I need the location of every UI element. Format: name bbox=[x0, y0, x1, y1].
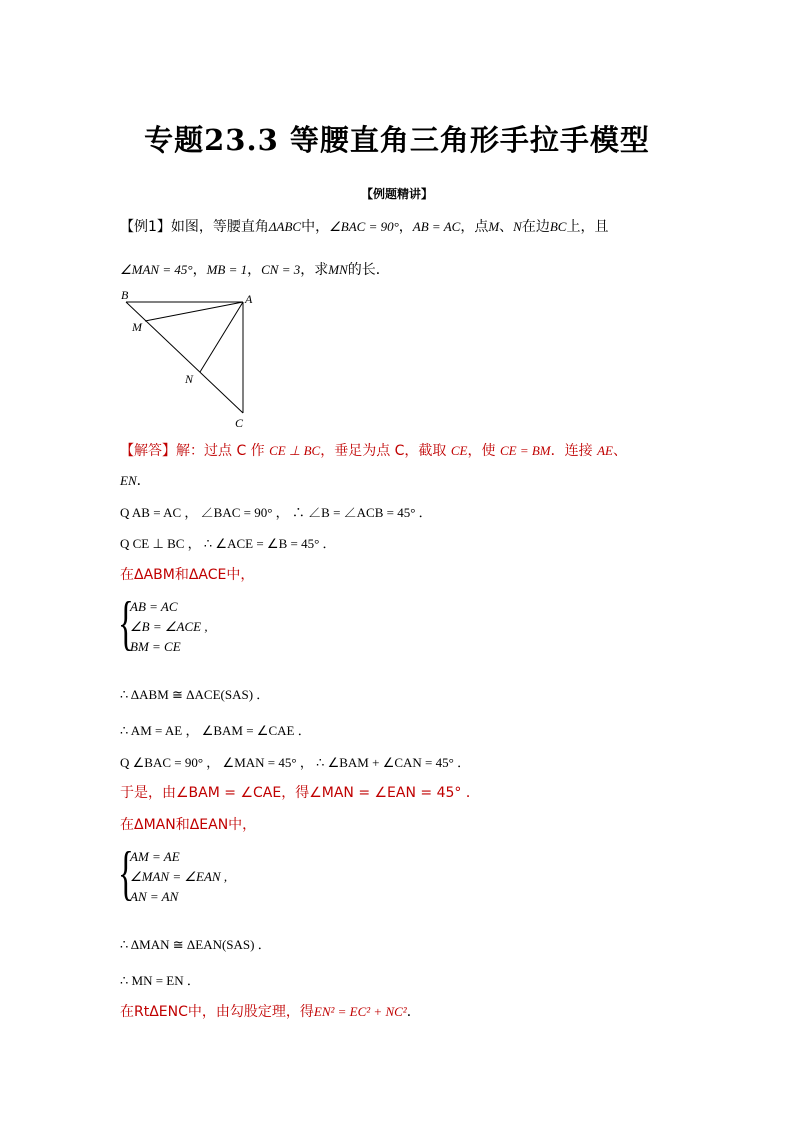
solution-line-6: ∴ ΔABM ≅ ΔACE(SAS) ． bbox=[120, 687, 270, 702]
system-row: AB = AC bbox=[130, 599, 178, 614]
problem-text: 、 bbox=[499, 219, 514, 235]
problem-text: ，点 bbox=[460, 219, 489, 235]
triangle-figure bbox=[110, 285, 270, 433]
solution-line-5: 在ΔABM和ΔACE中， bbox=[120, 567, 255, 583]
solution-text: 、 bbox=[612, 443, 627, 459]
solution-line-3: Q AB = AC ， ∠BAC = 90° ， ∴ ∠B = ∠ACB = 45° ． bbox=[120, 505, 432, 520]
math-ce: CE bbox=[450, 443, 468, 458]
math-ce-bm: CE = BM bbox=[499, 443, 551, 458]
solution-text: ． bbox=[406, 1004, 421, 1020]
solution-text: ． bbox=[136, 473, 151, 489]
equation-system-1 bbox=[130, 597, 208, 657]
problem-text: 的长． bbox=[347, 262, 390, 278]
section-heading: 【例题精讲】 bbox=[360, 187, 433, 201]
solution-text: ，垂足为点 C，截取 bbox=[320, 443, 451, 459]
label-n: N bbox=[185, 372, 194, 386]
problem-text: ，求 bbox=[300, 262, 329, 278]
problem-text: ， bbox=[247, 262, 262, 278]
solution-text: 在RtΔENC中，由勾股定理，得 bbox=[120, 1004, 314, 1020]
system-row: AM = AE bbox=[130, 849, 180, 864]
math-ab-ac: AB = AC bbox=[412, 219, 461, 234]
left-brace-2: { bbox=[118, 840, 134, 906]
math-cn: CN = 3 bbox=[261, 262, 301, 277]
math-mn: MN bbox=[328, 262, 348, 277]
solution-line-11: ∴ ΔMAN ≅ ΔEAN(SAS) ． bbox=[120, 937, 271, 952]
system-row: AN = AN bbox=[130, 889, 179, 904]
solution-text: ，使 bbox=[467, 443, 500, 459]
solution-line-1 bbox=[120, 440, 627, 460]
segment-bc bbox=[126, 302, 243, 413]
solution-text: ．连接 bbox=[550, 443, 598, 459]
problem-text: ， bbox=[398, 219, 413, 235]
left-brace-1: { bbox=[118, 590, 134, 656]
math-en: EN bbox=[120, 473, 137, 488]
page-title: 专题23.3 等腰直角三角形手拉手模型 bbox=[144, 123, 650, 157]
problem-text: 上，且 bbox=[566, 219, 609, 235]
solution-line-4: Q CE ⊥ BC ， ∴ ∠ACE = ∠B = 45° ． bbox=[120, 536, 336, 551]
solution-line-2 bbox=[120, 470, 151, 490]
math-n: N bbox=[513, 219, 522, 234]
math-ae: AE bbox=[597, 443, 613, 458]
solution-line-8: Q ∠BAC = 90° ， ∠MAN = 45° ， ∴ ∠BAM + ∠CAN = 45° ． bbox=[120, 755, 471, 770]
math-angle-bac: ∠BAC = 90° bbox=[329, 219, 399, 234]
math-mb: MB = 1 bbox=[206, 262, 248, 277]
solution-line-7: ∴ AM = AE ， ∠BAM = ∠CAE ． bbox=[120, 723, 311, 738]
problem-text: 如图，等腰直角 bbox=[170, 219, 269, 235]
math-pythagoras: EN² = EC² + NC² bbox=[313, 1004, 407, 1019]
problem-line-2 bbox=[120, 259, 390, 279]
solution-line-9: 于是，由∠BAM = ∠CAE，得∠MAN = ∠EAN = 45° ． bbox=[120, 785, 480, 801]
solution-line-10: 在ΔMAN和ΔEAN中， bbox=[120, 817, 257, 833]
math-bc: BC bbox=[549, 219, 567, 234]
equation-system-2 bbox=[130, 847, 227, 907]
label-b: B bbox=[121, 288, 129, 302]
solution-tag: 【解答】 bbox=[120, 443, 176, 459]
math-triangle-abc: ΔABC bbox=[268, 219, 302, 234]
label-a: A bbox=[245, 292, 253, 306]
problem-text: 在边 bbox=[521, 219, 550, 235]
segment-an bbox=[200, 302, 243, 372]
segment-am bbox=[145, 302, 243, 321]
solution-text: 解：过点 C 作 bbox=[176, 443, 270, 459]
math-ce-perp-bc: CE ⊥ BC bbox=[269, 443, 321, 458]
problem-text: 中， bbox=[301, 219, 330, 235]
system-row: ∠B = ∠ACE , bbox=[130, 619, 208, 634]
system-row: ∠MAN = ∠EAN , bbox=[130, 869, 228, 884]
label-m: M bbox=[132, 320, 142, 334]
math-angle-man: ∠MAN = 45° bbox=[120, 262, 193, 277]
label-c: C bbox=[235, 416, 244, 430]
problem-text: ， bbox=[192, 262, 207, 278]
math-m: M bbox=[488, 219, 500, 234]
problem-line-1 bbox=[120, 216, 608, 236]
system-row: BM = CE bbox=[130, 639, 181, 654]
problem-tag: 【例1】 bbox=[120, 219, 171, 235]
solution-line-12: ∴ MN = EN ． bbox=[120, 973, 200, 988]
solution-line-13 bbox=[120, 1001, 421, 1021]
